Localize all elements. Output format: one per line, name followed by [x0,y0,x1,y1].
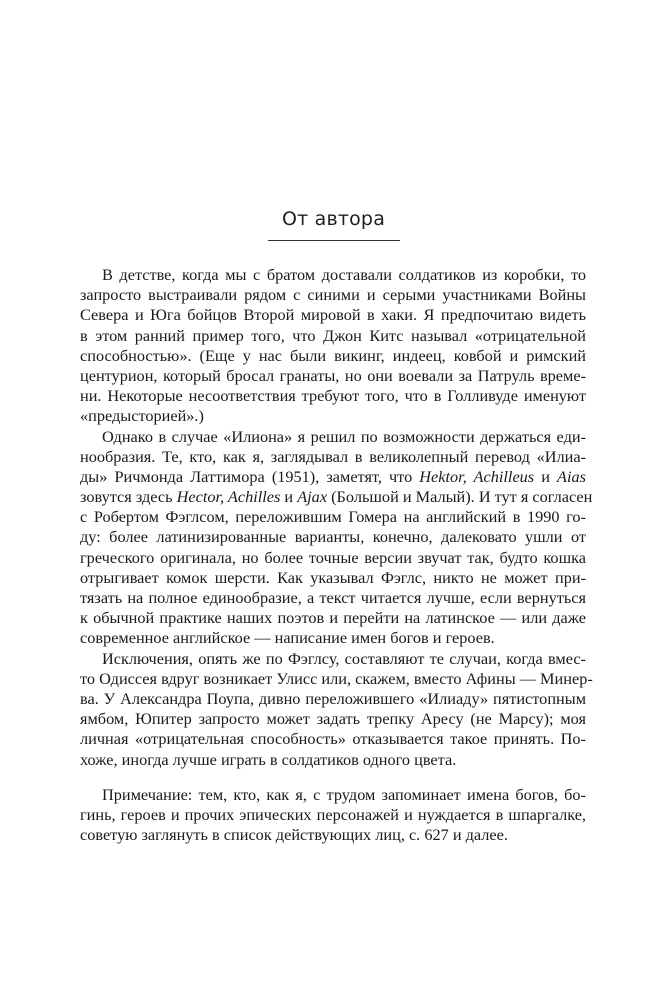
page-title: От автора [281,208,386,230]
text-line: греческого оригинала, но более точные версии звучат так, будто кошка [80,547,586,567]
text-line-mixed [80,467,586,487]
text-line: то Одиссея вдруг возникает Улисс или, скажем, вместо Афины — Минер- [80,668,593,688]
italic-names: Hector, Achilles [176,487,281,507]
text-line: в этом ранний пример того, что Джон Китс называл «отрицательной [80,325,586,345]
text-line: Севера и Юга бойцов Второй мировой в хаки. Я предпочитаю видеть [80,305,586,325]
italic-name: Aias [557,466,586,486]
paragraph-uniformity [80,426,593,649]
paragraph-gap [80,770,586,785]
text-line: хоже, иногда лучше играть в солдатиков одного цвета. [80,749,457,769]
text-line: современное английское — написание имен богов и героев. [80,628,495,648]
body-text [80,265,593,845]
text-line: В детстве, когда мы с братом доставали солдатиков из коробки, то [102,265,586,284]
text-line-mixed [80,487,593,507]
text-line: центурион, который бросал гранаты, но они воевали за Патруль време- [80,365,586,385]
text-line: ду: более латинизированные варианты, конечно, далековато ушли от [80,527,586,547]
text-line: ва. У Александра Поупа, дивно переложившего «Илиаду» пятистопным [80,688,586,708]
text-line: Примечание: тем, кто, как я, с трудом запоминает имена богов, бо- [102,784,586,804]
italic-name: Ajax [297,487,328,507]
text-line: Исключения, опять же по Фэглсу, составляют те случаи, когда вмес- [102,648,586,668]
heading-container [0,207,667,231]
text-line: отрыгивает комок шерсти. Как указывал Фэглс, никто не может при- [80,567,586,587]
text-line: ямбом, Юпитер запросто может задать трепку Аресу (не Марсу); моя [80,709,586,729]
text-fragment: зовутся здесь [80,487,173,507]
text-line: личная «отрицательная способность» отказывается такое принять. По- [80,729,586,749]
text-line: способностью». (Еще у нас были викинг, индеец, ковбой и римский [80,345,586,365]
text-line: нообразия. Те, кто, как я, заглядывал в великолепный перевод «Илиа- [80,446,586,466]
text-line: советую заглянуть в список действующих лиц, с. 627 и далее. [80,825,508,845]
text-line: тязать на полное единообразие, а текст читается лучше, если вернуться [80,588,586,607]
text-fragment: ды» Ричмонда Латтимора (1951), заметят, что [80,466,413,486]
text-line: ни. Некоторые несоответствия требуют того, что в Голливуде именуют [80,386,586,406]
text-line: к обычной практике наших поэтов и перейти на латинское — или даже [80,608,586,628]
italic-names: Hektor, Achilleus [419,466,535,486]
text-line: запросто выстраивали рядом с синими и серыми участниками Войны [80,285,586,305]
text-line: гинь, героев и прочих эпических персонажей и нуждается в шпаргалке, [80,804,586,824]
text-line: с Робертом Фэглсом, переложившим Гомера на английский в 1990 го- [80,507,586,527]
text-fragment: и [541,466,550,486]
paragraph-exceptions [80,648,593,770]
text-line: «предысторией».) [80,406,204,426]
title-underline [268,240,400,241]
paragraph-note [80,785,586,846]
text-line: Однако в случае «Илиона» я решил по возможности держаться еди- [102,426,586,446]
text-fragment: и [284,487,294,507]
paragraph-childhood [80,265,586,427]
text-fragment: (Большой и Малый). И тут я согласен [331,487,593,507]
